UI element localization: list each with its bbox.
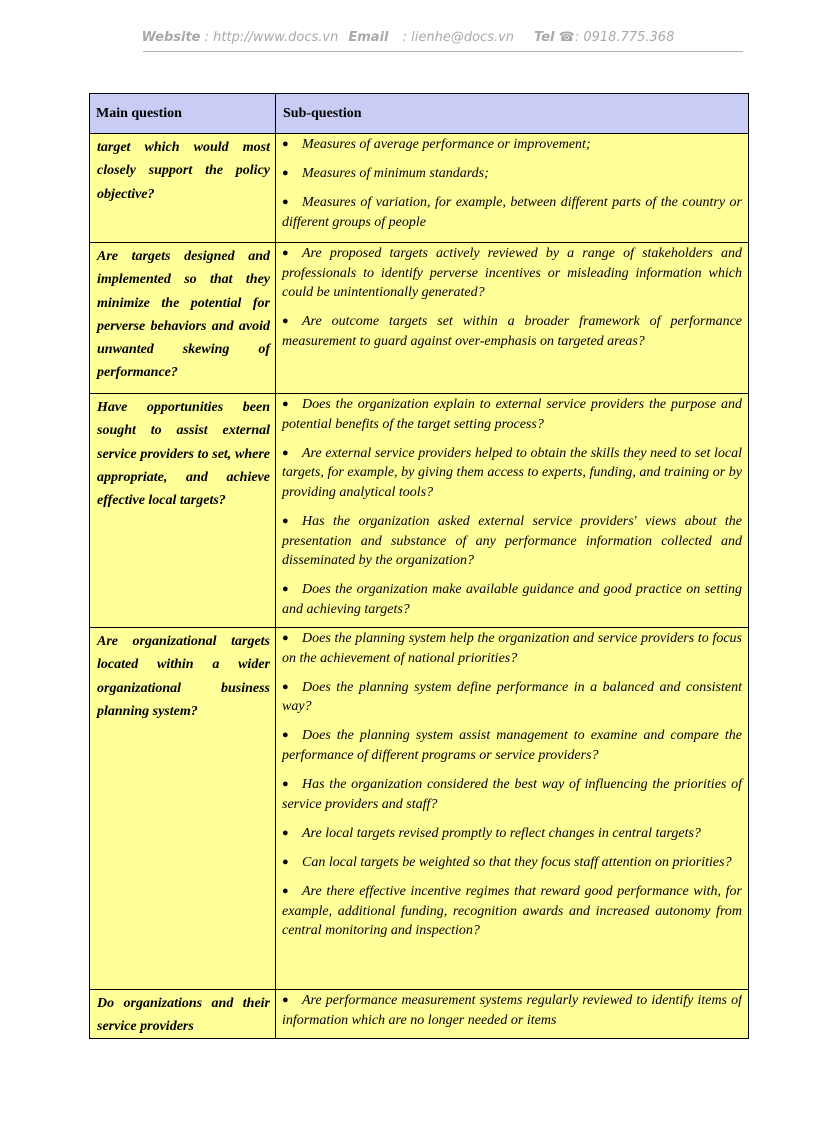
main-question-header: Main question bbox=[90, 94, 276, 134]
website-url[interactable]: : http://www.docs.vn bbox=[204, 30, 339, 45]
sub-question-cell bbox=[276, 243, 749, 394]
sub-question-cell bbox=[276, 628, 749, 990]
bullet-icon: ● bbox=[282, 514, 289, 527]
sub-question-item: ● Are local targets revised promptly to reflect changes in central targets? bbox=[282, 824, 742, 844]
bullet-icon: ● bbox=[282, 583, 289, 596]
sub-question-item: ● Does the planning system assist management to examine and compare the performance of different programs or service providers? bbox=[282, 728, 742, 763]
bullet-icon: ● bbox=[282, 247, 289, 259]
table-header-row bbox=[90, 94, 749, 134]
email-label: Email bbox=[348, 30, 389, 45]
bullet-icon: ● bbox=[282, 446, 289, 459]
sub-question-item: ● Are outcome targets set within a broader framework of performance measurement to guard against over-emphasis on targeted areas? bbox=[282, 314, 742, 349]
table-row bbox=[90, 394, 749, 628]
bullet-icon: ● bbox=[282, 196, 289, 209]
sub-question-item: ● Are proposed targets actively reviewed by a range of stakeholders and professionals to identify perverse incentives or misleading information which could be unintentionally generated? bbox=[282, 246, 742, 301]
bullet-icon: ● bbox=[282, 138, 289, 150]
sub-question-item: ● Does the organization make available guidance and good practice on setting and achieving targets? bbox=[282, 582, 742, 617]
bullet-icon: ● bbox=[282, 826, 289, 839]
email-address[interactable]: : lienhe@docs.vn bbox=[402, 30, 515, 45]
bullet-icon: ● bbox=[282, 315, 289, 328]
website-label: Website bbox=[141, 30, 201, 45]
sub-question-item: ● Does the organization explain to external service providers the purpose and potential benefits of the target setting process? bbox=[282, 397, 742, 432]
sub-question-item: ● Can local targets be weighted so that they focus staff attention on priorities? bbox=[282, 853, 742, 873]
bullet-icon: ● bbox=[282, 855, 289, 868]
sub-question-cell bbox=[276, 990, 749, 1039]
main-question-cell: Are organizational targets located within a wider organizational business planning system? bbox=[90, 628, 276, 990]
sub-question-item: ● Measures of variation, for example, between different parts of the country or different groups of people bbox=[282, 195, 742, 230]
sub-question-item: ● Measures of minimum standards; bbox=[282, 164, 742, 184]
table-row bbox=[90, 990, 749, 1039]
sub-question-cell bbox=[276, 134, 749, 243]
bullet-icon: ● bbox=[282, 680, 289, 693]
header-divider bbox=[143, 51, 743, 52]
main-question-cell: Do organizations and their service providers bbox=[90, 990, 276, 1039]
sub-question-item: ● Measures of average performance or improvement; bbox=[282, 135, 742, 155]
main-question-cell: target which would most closely support the policy objective? bbox=[90, 134, 276, 243]
sub-question-item: ● Has the organization asked external service providers' views about the presentation and substance of any performance information collected and disseminated by the organization? bbox=[282, 513, 742, 569]
main-question-cell: Are targets designed and implemented so that they minimize the potential for perverse behaviors and avoid unwanted skewing of performance? bbox=[90, 243, 276, 394]
bullet-icon: ● bbox=[282, 398, 289, 410]
table-row bbox=[90, 628, 749, 990]
sub-question-item: ● Are performance measurement systems regularly reviewed to identify items of information which are no longer needed or items bbox=[282, 993, 742, 1028]
sub-question-item: ● Are external service providers helped to obtain the skills they need to set local targets, for example, by giving them access to experts, funding, and training or by providing analytical tools? bbox=[282, 445, 742, 500]
page-header bbox=[0, 30, 816, 45]
sub-question-item: ● Does the planning system help the organization and service providers to focus on the achievement of national priorities? bbox=[282, 631, 742, 666]
bullet-icon: ● bbox=[282, 729, 289, 742]
table-row bbox=[90, 243, 749, 394]
sub-question-item: ● Are there effective incentive regimes that reward good performance with, for example, additional funding, recognition awards and increased autonomy from central monitoring and inspection? bbox=[282, 883, 742, 939]
table-row bbox=[90, 134, 749, 243]
main-question-cell: Have opportunities been sought to assist external service providers to set, where appropriate, and achieve effective local targets? bbox=[90, 394, 276, 628]
question-table bbox=[89, 93, 749, 1039]
bullet-icon: ● bbox=[282, 632, 289, 644]
tel-number: ☎: 0918.775.368 bbox=[558, 30, 675, 45]
bullet-icon: ● bbox=[282, 884, 289, 897]
bullet-icon: ● bbox=[282, 167, 289, 180]
sub-question-header: Sub-question bbox=[276, 94, 749, 134]
sub-question-item: ● Has the organization considered the best way of influencing the priorities of service providers and staff? bbox=[282, 777, 742, 812]
tel-label: Tel bbox=[534, 30, 555, 45]
bullet-icon: ● bbox=[282, 994, 289, 1006]
sub-question-item: ● Does the planning system define performance in a balanced and consistent way? bbox=[282, 679, 742, 715]
bullet-icon: ● bbox=[282, 778, 289, 791]
sub-question-cell bbox=[276, 394, 749, 628]
